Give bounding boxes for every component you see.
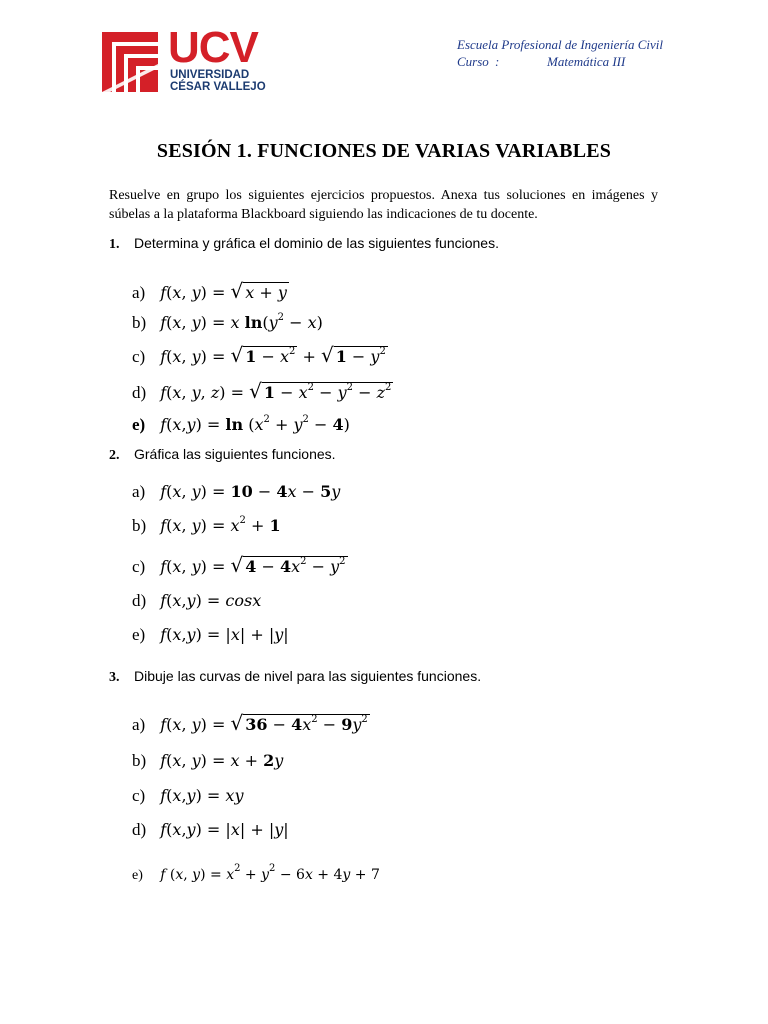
math-expression: f(x, y) = x $\ln(y^2 - x)$ — [160, 312, 323, 332]
math-expression: f(x, y) = √ x + y — [160, 279, 287, 303]
math-expression: f(x, y) = √ $1 - x^2$ + √ $1 - y^2$ — [160, 343, 386, 367]
math-expression: f(x, y, z) = √ $1 - x^2 - y^2 - z^2$ — [160, 379, 392, 403]
item-label: b) — [132, 751, 147, 770]
exercise-3b — [132, 750, 283, 772]
exercise-1b — [132, 312, 323, 334]
course-label: Curso — [457, 54, 489, 69]
question-number: 3. — [109, 670, 120, 685]
item-label: c) — [132, 786, 146, 805]
item-label: c) — [132, 347, 146, 366]
exercise-2d — [132, 590, 261, 612]
math-expression: f(x, y) = √ $36 - 4x^2 - 9y^2$ — [160, 711, 368, 735]
item-label: e) — [132, 868, 143, 883]
exercise-2b — [132, 515, 281, 537]
math-expression: f(x,y) = xy — [160, 786, 244, 805]
school-name: Escuela Profesional de Ingeniería Civil — [457, 37, 664, 52]
exercise-2c — [132, 554, 348, 578]
question-1 — [109, 235, 499, 253]
item-label: b) — [132, 516, 147, 535]
math-expression: f(x, y) = 10 − 4x − 5y — [160, 482, 341, 501]
item-label: a) — [132, 283, 146, 302]
question-number: 2. — [109, 448, 120, 463]
exercise-1c — [132, 344, 388, 368]
math-expression: f(x, $y) = x^2 + 1$ — [160, 515, 281, 535]
exercise-3e — [132, 863, 380, 887]
math-expression: $f(x,y) = \ln (x^2 + y^2 - 4)$ — [160, 414, 350, 434]
question-text: Gráfica las siguientes funciones. — [134, 446, 336, 462]
exercise-1e — [132, 414, 350, 436]
item-label: d) — [132, 820, 147, 839]
item-label: a) — [132, 482, 146, 501]
math-expression: f(x,y) = |x| + |y| — [160, 625, 289, 644]
math-expression: f(x,y) = |x| + |y| — [160, 820, 289, 839]
exercise-3d — [132, 819, 289, 841]
logo-brand: UCV — [168, 23, 258, 72]
question-text: Determina y gráfica el dominio de las siguientes funciones. — [134, 235, 499, 251]
math-expression: f(x,y) = cosx — [160, 591, 262, 610]
exercise-2a — [132, 481, 340, 503]
course-separator: : — [495, 54, 500, 69]
item-label: c) — [132, 557, 146, 576]
item-label: e) — [132, 625, 146, 644]
university-logo — [100, 23, 266, 97]
item-label: a) — [132, 715, 146, 734]
item-label: b) — [132, 313, 147, 332]
exercise-2e — [132, 624, 289, 646]
item-label: d) — [132, 591, 147, 610]
course-name: Matemática III — [547, 54, 626, 69]
exercise-1d — [132, 380, 393, 404]
question-2 — [109, 446, 336, 464]
page-title: SESIÓN 1. FUNCIONES DE VARIAS VARIABLES — [156, 140, 612, 162]
math-expression: f(x, y) = x + 2y — [160, 751, 284, 770]
question-text: Dibuje las curvas de nivel para las siguientes funciones. — [134, 668, 482, 684]
exercise-3a — [132, 712, 370, 736]
logo-line-1: UNIVERSIDAD — [170, 69, 250, 81]
course-line — [457, 54, 625, 70]
item-label: d) — [132, 383, 147, 402]
exercise-3c — [132, 785, 243, 807]
math-expression: f(x, y) = √ $4 - 4x^2 - y^2$ — [160, 553, 346, 577]
question-number: 1. — [109, 237, 120, 252]
math-expression: f (x, $y) = x^2 + y^2 - 6x + 4y + 7$ — [160, 863, 380, 883]
intro-paragraph: Resuelve en grupo los siguientes ejercicios propuestos. Anexa tus soluciones en imágenes y súbelas a la plataforma Blackboard siguiendo las indicaciones de tu docente. — [109, 188, 658, 222]
item-label: e) — [132, 415, 146, 434]
logo-line-2: CÉSAR VALLEJO — [170, 81, 266, 93]
question-3 — [109, 668, 481, 686]
ucv-emblem-icon — [100, 30, 160, 92]
exercise-1a — [132, 280, 289, 304]
